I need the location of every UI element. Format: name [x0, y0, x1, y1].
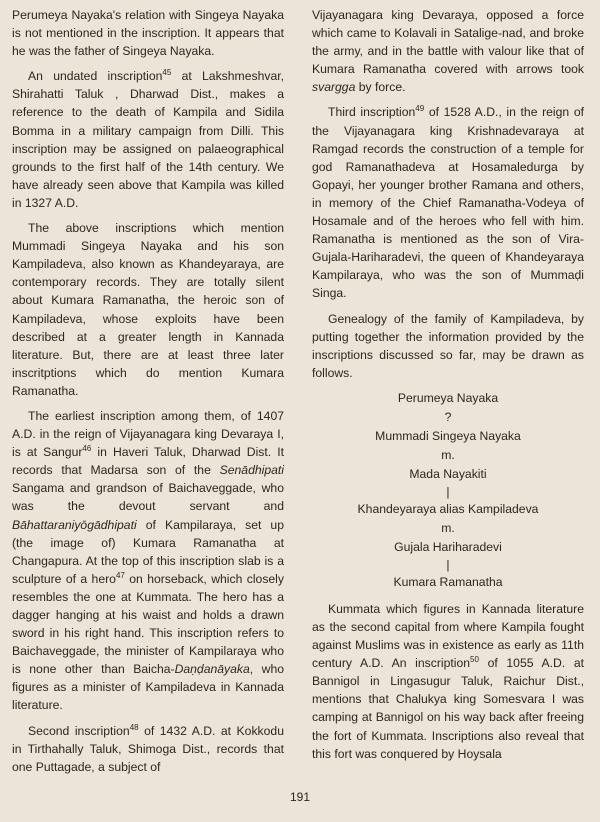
paragraph-earliest-inscription: The earliest inscription among them, of 1407 A.D. in the reign of Vijayanagara king Devaraya I, is at Sangur$^{46}$ in Haveri Taluk, Dharwad Dist. It records that Madarsa son of the Senādhipati Sangama and grandson of Baichaveggade, who was the devout servant and Bāhattaraniyōgādhipati of Kampilaraya, set up (the image of) Kumara Ramanatha at Changapura. At the top of this inscription slab is a sculpture of a hero$^{47}$ on horseback, which closely resembles the one at Kummata. The hero has a dagger hanging at his waist and holds a drawn sword in his right hand. This inscription refers to Baichaveggade, the minister of Kampilaraya who is none other than Baicha-Daṇḍanāyaka, who figures as a minister of Kampiladeva in Kannada literature. [12, 408, 284, 713]
left-column [12, 6, 284, 783]
footnote-ref-45: 45 [162, 68, 172, 78]
italic-term: Daṇḍanāyaka [174, 662, 250, 677]
paragraph-kummata: Kummata which figures in Kannada literature as the second capital from where Kampila fought against Muslims was in existence as early as 11th century A.D. An inscription$^{50}$ of 1055 A.D. at Bannigol in Lingasugur Taluk, Raichur Dist., mentions that Chalukya king Somesvara I was camping at Bannigol on his way back after freeing the fort of Kummata. Inscriptions also reveal that this fort was conquered by Hoysala [312, 601, 585, 761]
paragraph-continuation: Vijayanagara king Devaraya, opposed a force which came to Kolavali in Satalige-nad, and broke the army, and in the battle with valour like that of Kumara Ramanatha covered with arrows took svargga by force. [312, 8, 584, 95]
genealogy-relation: m. [441, 447, 455, 462]
genealogy-connector: | [446, 557, 450, 572]
paragraph-third-inscription: Third inscription$^{49}$ of 1528 A.D., in the reign of the Vijayanagara king Krishnadevaraya at Ramgad records the construction of a temple for god Ramanathadeva at Hosamaledurga by Gopayi, her younger brother Ramana and others, in memory of the Chief Ramanatha-Vodeya of Hosamale and of the heroes who fell with him. Ramanatha is mentioned as the son of Vira-Gujala-Hariharadevi, the queen of Khandeyaraya Kampilaraya, who was the son of Mummaḍi Singa. [312, 104, 584, 301]
right-column [312, 6, 584, 770]
footnote-ref-46: 46 [82, 444, 92, 454]
genealogy-name: Gujala Hariharadevi [394, 539, 502, 554]
footnote-ref-49: 49 [415, 104, 425, 114]
italic-term: Senādhipati [219, 463, 284, 478]
genealogy-relation: ? [444, 409, 452, 424]
italic-term: Bāhattaraniyōgādhipati [12, 517, 137, 532]
footnote-ref-47: 47 [115, 570, 125, 580]
italic-term: svargga [312, 80, 356, 95]
footnote-ref-48: 48 [129, 722, 139, 732]
genealogy-relation: m. [441, 520, 455, 535]
paragraph-genealogy-intro: Genealogy of the family of Kampiladeva, by putting together the information provided by the inscriptions discussed so far, may be drawn as follows. [312, 311, 584, 380]
paragraph-relation: Perumeya Nayaka's relation with Singeya Nayaka is not mentioned in the inscription. It appears that he was the father of Singeya Nayaka. [12, 8, 284, 59]
genealogy-name: Kumara Ramanatha [393, 574, 503, 589]
genealogy-name: Perumeya Nayaka [397, 390, 499, 405]
genealogy-name: Mummadi Singeya Nayaka [375, 428, 521, 443]
genealogy-name: Khandeyaraya alias Kampiladeva [357, 501, 539, 516]
page-number: 191 [289, 790, 311, 804]
genealogy-connector: | [446, 484, 450, 499]
paragraph-undated-inscription: An undated inscription$^{45}$ at Lakshmeshvar, Shirahatti Taluk , Dharwad Dist., makes a reference to the death of Kampila and Sidila Bomma in a military campaign from Dilli. This inscription may be assigned on palaeographical grounds to the first half of the 14th century. We have already seen above that Kampila was killed in 1327 A.D. [12, 68, 284, 210]
genealogy-name: Mada Nayakiti [409, 466, 487, 481]
genealogy-tree [312, 389, 584, 592]
paragraph-second-inscription: Second inscription$^{48}$ of 1432 A.D. at Kokkodu in Tirthahally Taluk, Shimoga Dist., records that one Puttagade, a subject of [12, 722, 284, 774]
footnote-ref-50: 50 [470, 655, 479, 665]
paragraph-contemporary-records: The above inscriptions which mention Mummadi Singeya Nayaka and his son Kampiladeva, also known as Khandeyaraya, are contemporary records. They are totally silent about Kumara Ramanatha, the heroic son of Kampiladeva, whose exploits have been described at a greater length in Kannada literature. But, there are at least three later inscritptions which do mention Kumara Ramanatha. [12, 221, 284, 398]
